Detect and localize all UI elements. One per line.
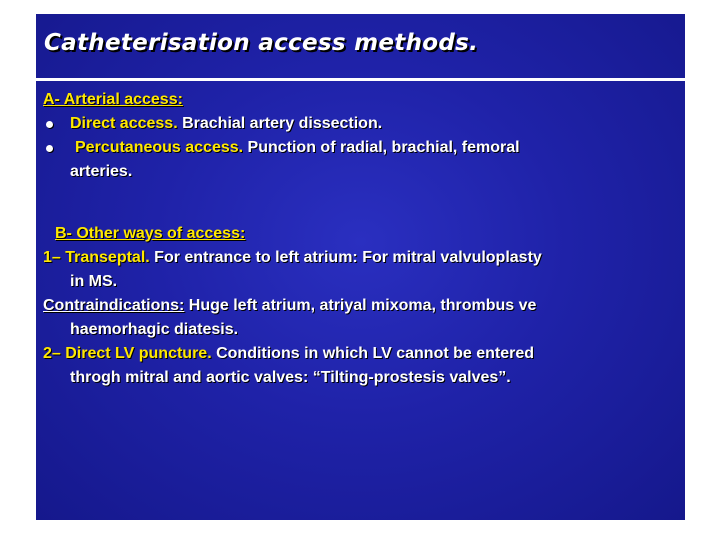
title-divider [36, 78, 685, 81]
item-text: For entrance to left atrium: For mitral valvuloplasty [149, 249, 542, 266]
bullet-percutaneous-access [43, 136, 677, 160]
title-bar [36, 14, 685, 79]
item-transeptal [43, 246, 677, 270]
contraindications-text: Huge left atrium, atriyal mixoma, thrombus ve [184, 297, 537, 314]
item-text: Conditions in which LV cannot be entered [211, 345, 535, 362]
contraindications-label: Contraindications: [43, 297, 185, 314]
bullet-continuation: arteries. [70, 163, 133, 180]
slide-body [43, 88, 677, 390]
spacer [43, 208, 677, 222]
bullet-direct-access [43, 112, 677, 136]
contraindications-line [43, 294, 677, 318]
slide [36, 14, 685, 520]
item-label: 2– Direct LV puncture. [43, 345, 212, 362]
section-a-heading-text: A- Arterial access: [43, 91, 183, 108]
bullet-label: Direct access. [70, 115, 178, 132]
item-direct-lv-puncture [43, 342, 677, 366]
bullet-dot-icon [46, 145, 53, 152]
bullet-label: Percutaneous access. [75, 139, 244, 156]
spacer [43, 184, 677, 208]
slide-title: Catheterisation access methods. [44, 30, 479, 56]
contraindications-continuation: haemorhagic diatesis. [70, 321, 239, 338]
item-continuation: in MS. [70, 273, 118, 290]
section-a-heading [43, 88, 677, 112]
item-label: 1– Transeptal. [43, 249, 150, 266]
item-continuation: throgh mitral and aortic valves: “Tilting-prostesis valves”. [70, 369, 511, 386]
bullet-text: Punction of radial, brachial, femoral [243, 139, 520, 156]
section-b-heading-text: B- Other ways of access: [55, 225, 246, 242]
bullet-text: Brachial artery dissection. [177, 115, 383, 132]
section-b-heading [43, 222, 677, 246]
bullet-dot-icon [46, 121, 53, 128]
